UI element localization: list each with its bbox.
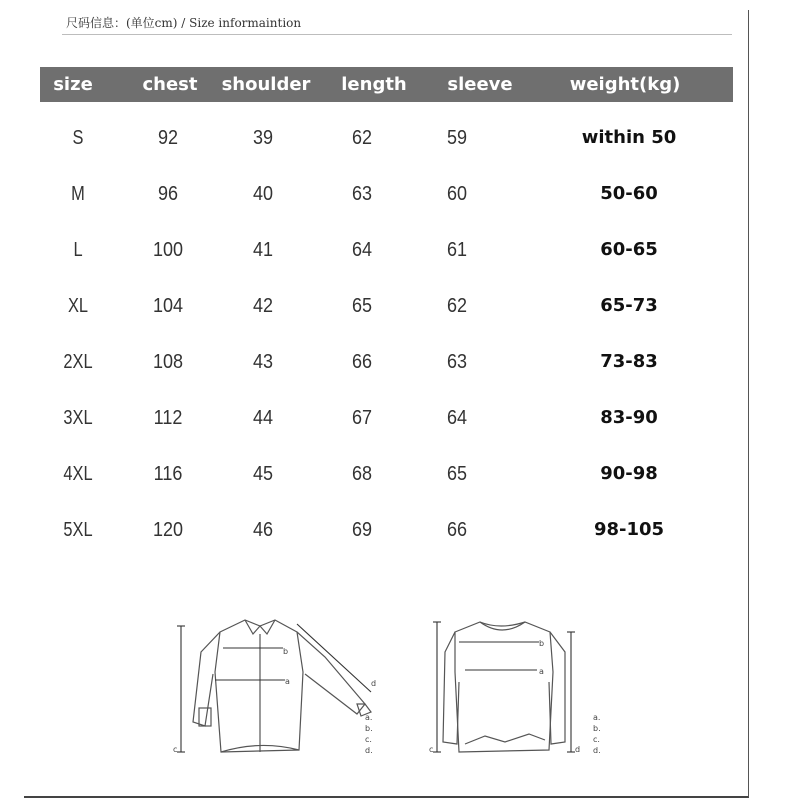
cell-chest: 92 — [157, 127, 179, 149]
cell-sleeve: 64 — [446, 407, 468, 429]
cell-chest: 116 — [153, 463, 183, 485]
legend-c: c. — [593, 735, 600, 744]
cell-shoulder: 43 — [252, 351, 274, 373]
marker-b: b — [539, 639, 545, 648]
cell-sleeve: 61 — [446, 239, 468, 261]
cell-weight: 50-60 — [600, 183, 658, 204]
legend-d: d. — [365, 746, 373, 755]
marker-b: b — [283, 647, 289, 656]
title-divider — [62, 34, 732, 35]
cell-length: 62 — [351, 127, 373, 149]
cell-weight: 60-65 — [600, 239, 658, 260]
cell-chest: 96 — [157, 183, 179, 205]
cell-size: 2XL — [63, 351, 93, 373]
cell-sleeve: 65 — [446, 463, 468, 485]
cell-chest: 104 — [152, 295, 184, 317]
marker-a: a — [539, 667, 544, 676]
column-header-length: length — [341, 74, 407, 95]
cell-length: 66 — [351, 351, 373, 373]
marker-d: d — [575, 745, 581, 754]
cell-weight: 83-90 — [600, 407, 658, 428]
cell-weight: 65-73 — [600, 295, 658, 316]
cell-shoulder: 41 — [252, 239, 274, 261]
cell-size: 4XL — [63, 463, 93, 485]
table-row — [0, 515, 800, 545]
legend-a: a. — [365, 713, 373, 722]
cell-weight: 90-98 — [600, 463, 658, 484]
cell-size: XL — [67, 295, 89, 317]
cell-sleeve: 60 — [446, 183, 468, 205]
column-header-size: size — [53, 74, 93, 95]
cell-chest: 112 — [153, 407, 183, 429]
cell-size: L — [73, 239, 83, 261]
cell-chest: 120 — [152, 519, 184, 541]
table-row — [0, 123, 800, 153]
legend-a: a. — [593, 713, 601, 722]
cell-chest: 100 — [152, 239, 184, 261]
cell-sleeve: 59 — [446, 127, 468, 149]
column-header-weight: weight(kg) — [569, 74, 681, 95]
legend-b: b. — [365, 724, 373, 733]
cell-size: M — [71, 183, 85, 205]
shirt-diagram-icon — [165, 612, 395, 772]
sweater-diagram-icon — [425, 612, 615, 772]
table-row — [0, 403, 800, 433]
legend-c: c. — [365, 735, 372, 744]
column-header-sleeve: sleeve — [447, 74, 513, 95]
cell-sleeve: 66 — [446, 519, 468, 541]
cell-shoulder: 42 — [252, 295, 274, 317]
column-header-shoulder: shoulder — [221, 74, 311, 95]
table-row — [0, 235, 800, 265]
cell-length: 65 — [351, 295, 373, 317]
cell-length: 63 — [351, 183, 373, 205]
column-header-chest: chest — [142, 74, 198, 95]
cell-sleeve: 62 — [446, 295, 468, 317]
legend-b: b. — [593, 724, 601, 733]
cell-weight: 73-83 — [600, 351, 658, 372]
page-title: 尺码信息：(单位cm) / Size informaintion — [66, 16, 302, 30]
table-row — [0, 459, 800, 489]
cell-sleeve: 63 — [446, 351, 468, 373]
cell-shoulder: 40 — [252, 183, 274, 205]
sweater-measurement-diagram — [425, 612, 615, 772]
table-header — [40, 67, 733, 102]
marker-a: a — [285, 677, 290, 686]
cell-size: 5XL — [63, 519, 93, 541]
table-row — [0, 179, 800, 209]
cell-chest: 108 — [152, 351, 184, 373]
table-row — [0, 291, 800, 321]
cell-length: 64 — [351, 239, 373, 261]
cell-weight: 98-105 — [593, 519, 665, 540]
marker-c: c — [173, 745, 178, 754]
cell-length: 69 — [351, 519, 373, 541]
cell-size: S — [72, 127, 84, 149]
shirt-measurement-diagram — [165, 612, 395, 772]
cell-shoulder: 39 — [252, 127, 274, 149]
legend-d: d. — [593, 746, 601, 755]
cell-shoulder: 44 — [252, 407, 274, 429]
cell-size: 3XL — [63, 407, 93, 429]
cell-length: 67 — [351, 407, 373, 429]
marker-d: d — [371, 679, 377, 688]
marker-c: c — [429, 745, 434, 754]
table-row — [0, 347, 800, 377]
cell-shoulder: 46 — [252, 519, 274, 541]
cell-weight: within 50 — [581, 127, 677, 148]
cell-length: 68 — [351, 463, 373, 485]
cell-shoulder: 45 — [252, 463, 274, 485]
